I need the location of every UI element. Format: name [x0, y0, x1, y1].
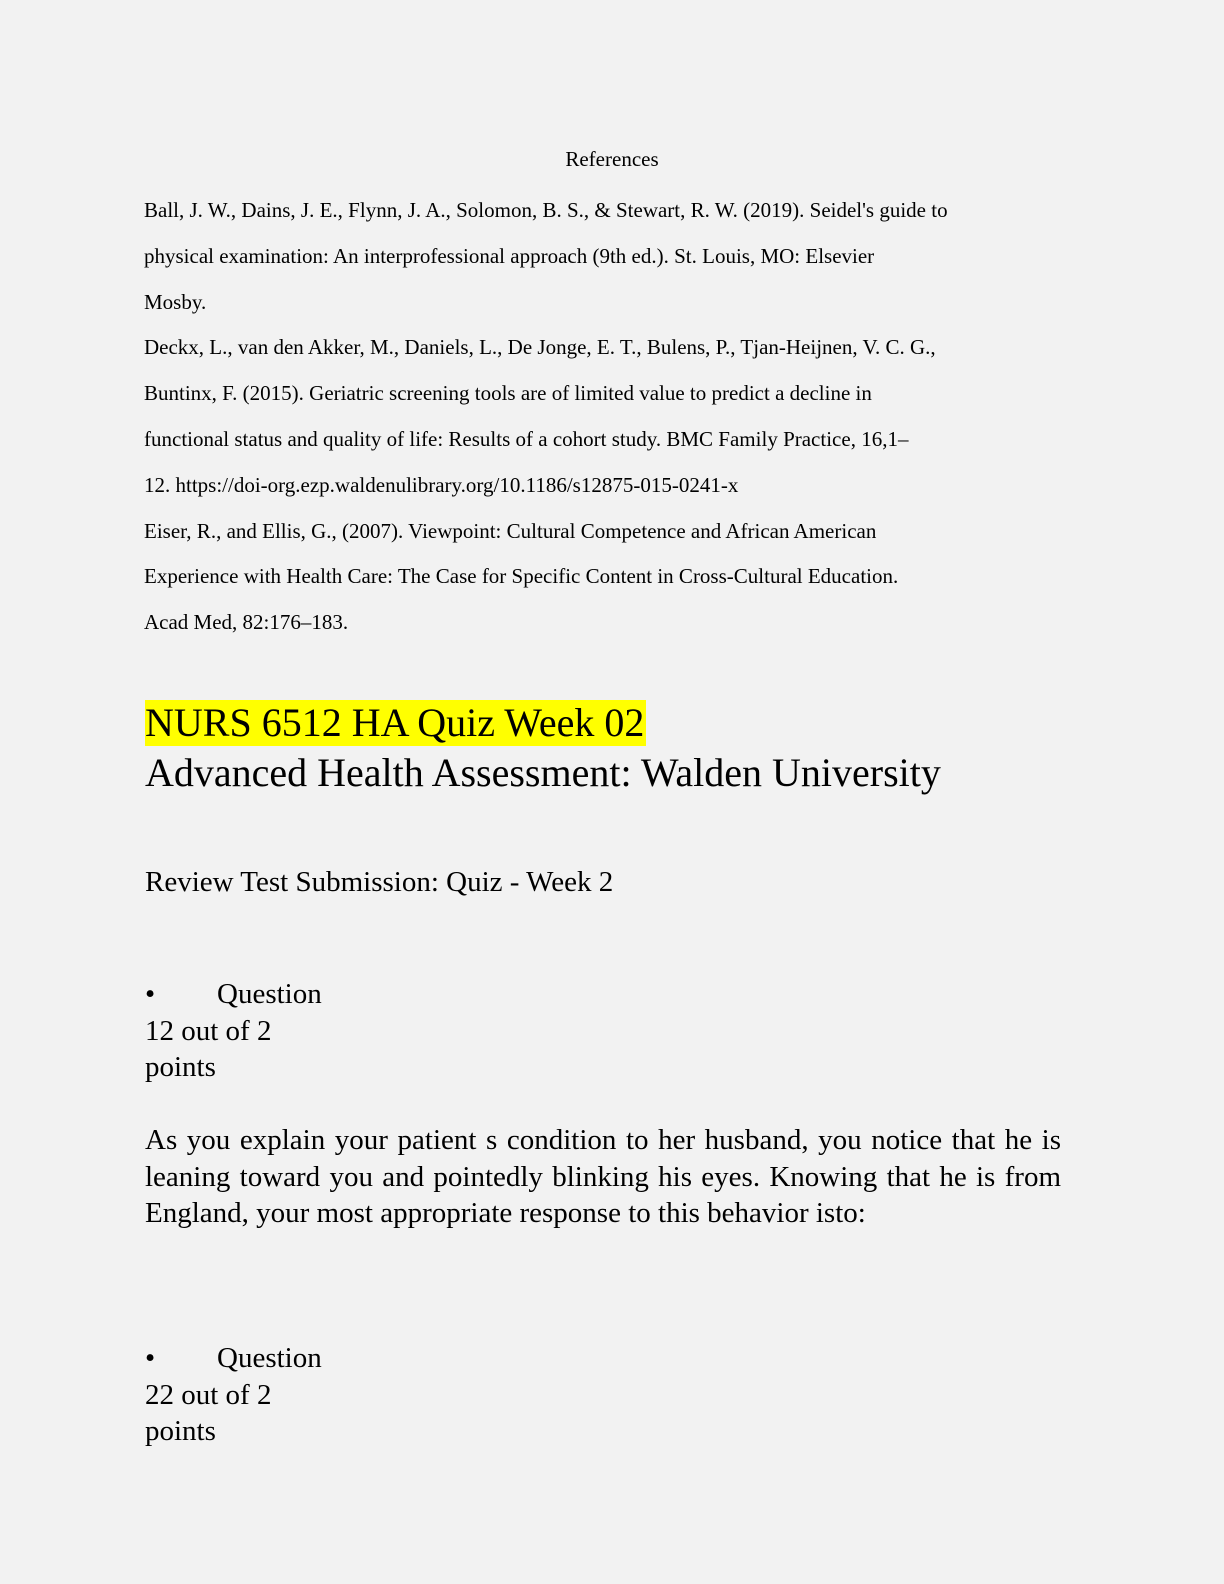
- bullet-icon: •: [145, 1342, 156, 1374]
- reference-entry: [144, 325, 1094, 508]
- reference-line: functional status and quality of life: Results of a cohort study. BMC Family Practice, 16,1–: [144, 426, 909, 451]
- reference-line: Acad Med, 82:176–183.: [144, 610, 349, 635]
- reference-line: Buntinx, F. (2015). Geriatric screening tools are of limited value to predict a decline in: [144, 381, 872, 406]
- question-text: As you explain your patient s condition to her husband, you notice that he is leaning toward you and pointedly blinking his eyes. Knowing that he is from England, your most appropriate response to this behavior isto:: [145, 1124, 1061, 1230]
- reference-entry: [144, 188, 1094, 325]
- question-header: [145, 1340, 322, 1450]
- reference-line: Experience with Health Care: The Case for Specific Content in Cross-Cultural Education.: [144, 564, 899, 589]
- quiz-title-block: [145, 700, 941, 798]
- course-title: Advanced Health Assessment: Walden University: [145, 750, 941, 795]
- question-points-label: points: [145, 1415, 216, 1447]
- quiz-title: NURS 6512 HA Quiz Week 02: [145, 700, 645, 745]
- reference-line: 12. https://doi-org.ezp.waldenulibrary.org/10.1186/s12875-015-0241-x: [144, 472, 739, 497]
- reference-entry: [144, 509, 1094, 646]
- reference-line: Deckx, L., van den Akker, M., Daniels, L., De Jonge, E. T., Bulens, P., Tjan-Heijnen, V. C. G.,: [144, 335, 936, 360]
- reference-line: Ball, J. W., Dains, J. E., Flynn, J. A., Solomon, B. S., & Stewart, R. W. (2019). Seidel's guide to: [144, 198, 948, 222]
- reference-line: Mosby.: [144, 289, 207, 314]
- references-list: [144, 188, 1094, 646]
- reference-line: physical examination: An interprofessional approach (9th ed.). St. Louis, MO: Elsevier: [144, 243, 875, 268]
- question-header: [145, 976, 322, 1086]
- question-score: 22 out of 2: [145, 1378, 272, 1411]
- question-label: Question: [217, 1342, 322, 1374]
- bullet-icon: •: [145, 978, 156, 1010]
- question-label: Question: [217, 978, 322, 1010]
- question-score: 12 out of 2: [145, 1014, 272, 1047]
- references-heading: References: [565, 147, 659, 171]
- question-points-label: points: [145, 1051, 216, 1083]
- review-submission-label: Review Test Submission: Quiz - Week 2: [145, 866, 614, 898]
- reference-line: Eiser, R., and Ellis, G., (2007). Viewpoint: Cultural Competence and African American: [144, 518, 877, 543]
